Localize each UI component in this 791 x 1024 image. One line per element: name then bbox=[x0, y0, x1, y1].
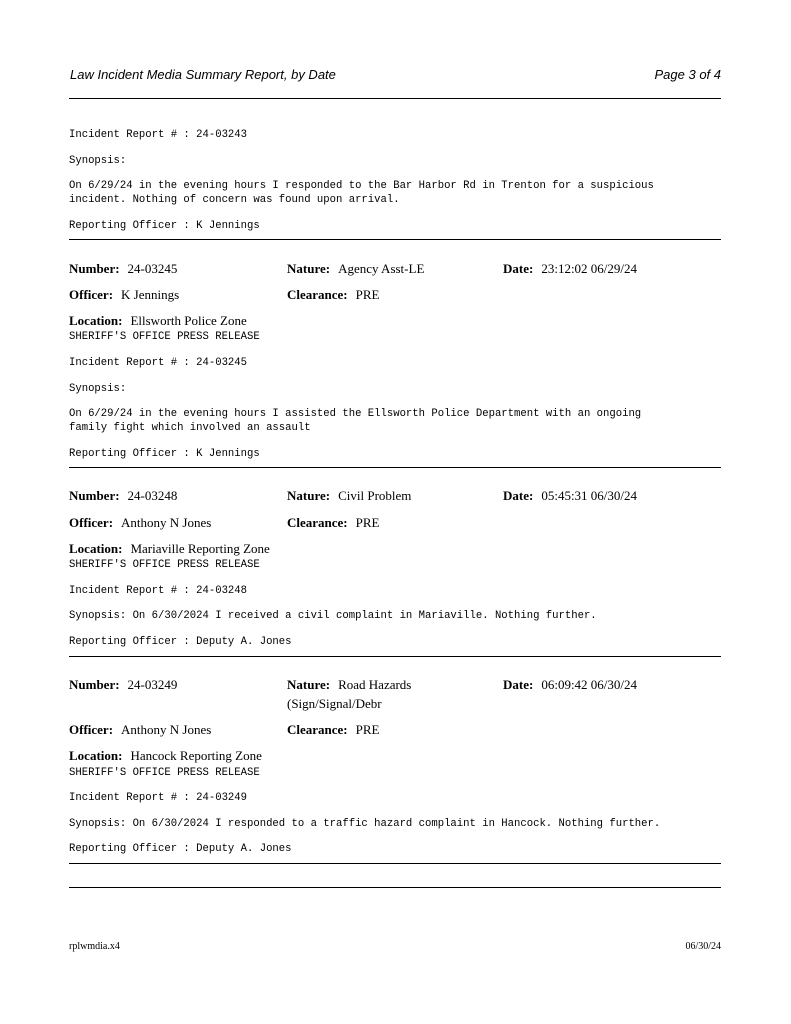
number-label: Number: bbox=[69, 488, 120, 503]
incident-report-number: Incident Report # : 24-03243 bbox=[69, 129, 248, 141]
record-officer bbox=[69, 515, 211, 531]
press-release-heading: SHERIFF'S OFFICE PRESS RELEASE bbox=[69, 559, 260, 571]
clearance-value: PRE bbox=[355, 515, 380, 530]
record-divider bbox=[69, 239, 721, 240]
nature-label: Nature: bbox=[287, 488, 331, 503]
record-clearance bbox=[287, 722, 379, 738]
record-location bbox=[69, 541, 270, 557]
press-release-heading: SHERIFF'S OFFICE PRESS RELEASE bbox=[69, 331, 260, 343]
clearance-value: PRE bbox=[355, 722, 380, 737]
date-label: Date: bbox=[503, 677, 534, 692]
press-release-heading: SHERIFF'S OFFICE PRESS RELEASE bbox=[69, 767, 260, 779]
clearance-value: PRE bbox=[355, 287, 380, 302]
number-value: 24-03248 bbox=[127, 488, 178, 503]
record-divider bbox=[69, 467, 721, 468]
clearance-label: Clearance: bbox=[287, 515, 348, 530]
record-nature bbox=[287, 677, 411, 693]
date-value: 06:09:42 06/30/24 bbox=[541, 677, 638, 692]
record-divider bbox=[69, 656, 721, 657]
synopsis-line: incident. Nothing of concern was found upon arrival. bbox=[69, 194, 400, 206]
record-date bbox=[503, 261, 637, 277]
incident-report-number: Incident Report # : 24-03248 bbox=[69, 585, 248, 597]
location-value: Ellsworth Police Zone bbox=[130, 313, 247, 328]
synopsis-label: Synopsis: bbox=[69, 383, 127, 395]
officer-value: K Jennings bbox=[121, 287, 180, 302]
location-label: Location: bbox=[69, 541, 123, 556]
nature-value: Road Hazards bbox=[338, 677, 412, 692]
page-number: Page 3 of 4 bbox=[654, 67, 721, 82]
record-date bbox=[503, 677, 637, 693]
nature-label: Nature: bbox=[287, 261, 331, 276]
officer-value: Anthony N Jones bbox=[121, 515, 212, 530]
incident-report-number: Incident Report # : 24-03249 bbox=[69, 792, 248, 804]
reporting-officer: Reporting Officer : K Jennings bbox=[69, 448, 260, 460]
location-label: Location: bbox=[69, 313, 123, 328]
number-label: Number: bbox=[69, 677, 120, 692]
nature-value: Agency Asst-LE bbox=[338, 261, 425, 276]
report-code: rplwmdia.x4 bbox=[69, 941, 120, 952]
location-value: Hancock Reporting Zone bbox=[130, 748, 262, 763]
record-number bbox=[69, 488, 177, 504]
nature-value-continued: (Sign/Signal/Debr bbox=[287, 696, 382, 711]
clearance-label: Clearance: bbox=[287, 287, 348, 302]
clearance-label: Clearance: bbox=[287, 722, 348, 737]
number-value: 24-03245 bbox=[127, 261, 178, 276]
record-location bbox=[69, 748, 262, 764]
record-date bbox=[503, 488, 637, 504]
officer-value: Anthony N Jones bbox=[121, 722, 212, 737]
date-label: Date: bbox=[503, 261, 534, 276]
officer-label: Officer: bbox=[69, 722, 114, 737]
number-label: Number: bbox=[69, 261, 120, 276]
record-number bbox=[69, 261, 177, 277]
synopsis-label: Synopsis: bbox=[69, 155, 127, 167]
nature-label: Nature: bbox=[287, 677, 331, 692]
nature-value: Civil Problem bbox=[338, 488, 412, 503]
record-officer bbox=[69, 287, 179, 303]
date-value: 23:12:02 06/29/24 bbox=[541, 261, 638, 276]
print-date: 06/30/24 bbox=[685, 941, 721, 952]
record-officer bbox=[69, 722, 211, 738]
date-value: 05:45:31 06/30/24 bbox=[541, 488, 638, 503]
date-label: Date: bbox=[503, 488, 534, 503]
header-divider bbox=[69, 98, 721, 99]
record-clearance bbox=[287, 287, 379, 303]
record-divider bbox=[69, 863, 721, 864]
reporting-officer: Reporting Officer : Deputy A. Jones bbox=[69, 843, 292, 855]
location-value: Mariaville Reporting Zone bbox=[130, 541, 270, 556]
officer-label: Officer: bbox=[69, 287, 114, 302]
record-location bbox=[69, 313, 247, 329]
record-clearance bbox=[287, 515, 379, 531]
number-value: 24-03249 bbox=[127, 677, 178, 692]
record-nature bbox=[287, 261, 424, 277]
synopsis-line: On 6/29/24 in the evening hours I responded to the Bar Harbor Rd in Trenton for a suspicious bbox=[69, 180, 654, 192]
footer-divider bbox=[69, 887, 721, 888]
officer-label: Officer: bbox=[69, 515, 114, 530]
synopsis-line: On 6/29/24 in the evening hours I assisted the Ellsworth Police Department with an ongoing bbox=[69, 408, 642, 420]
synopsis-line: family fight which involved an assault bbox=[69, 422, 311, 434]
record-number bbox=[69, 677, 177, 693]
record-nature bbox=[287, 488, 411, 504]
location-label: Location: bbox=[69, 748, 123, 763]
reporting-officer: Reporting Officer : K Jennings bbox=[69, 220, 260, 232]
reporting-officer: Reporting Officer : Deputy A. Jones bbox=[69, 636, 292, 648]
synopsis-line: Synopsis: On 6/30/2024 I received a civil complaint in Mariaville. Nothing further. bbox=[69, 610, 597, 622]
incident-report-number: Incident Report # : 24-03245 bbox=[69, 357, 248, 369]
report-title: Law Incident Media Summary Report, by Date bbox=[70, 67, 336, 82]
synopsis-line: Synopsis: On 6/30/2024 I responded to a traffic hazard complaint in Hancock. Nothing further. bbox=[69, 818, 661, 830]
